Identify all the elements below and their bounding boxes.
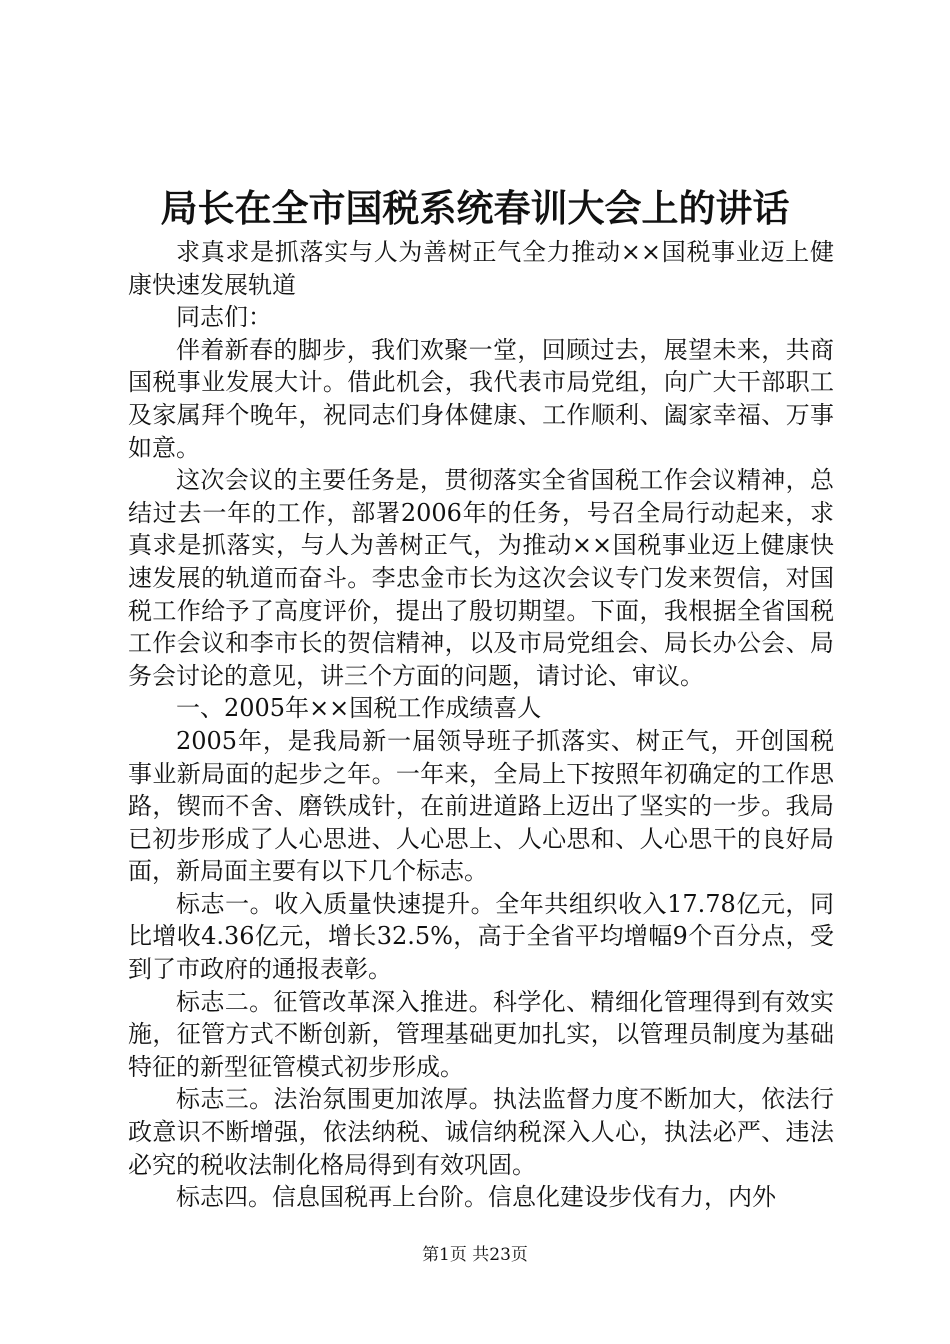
body-paragraph: 2005年，是我局新一届领导班子抓落实、树正气，开创国税事业新局面的起步之年。一年来，全局上下按照年初确定的工作思路，锲而不舍、磨铁成针，在前进道路上迈出了坚实的一步。我局已初步形成了人心思进、人心思上、人心思和、人心思干的良好局面，新局面主要有以下几个标志。 [128, 726, 834, 886]
document-body [128, 236, 834, 1214]
body-paragraph: 这次会议的主要任务是，贯彻落实全省国税工作会议精神，总结过去一年的工作，部署2006年的任务，号召全局行动起来，求真求是抓落实，与人为善树正气，为推动××国税事业迈上健康快速发展的轨道而奋斗。李忠金市长为这次会议专门发来贺信，对国税工作给予了高度评价，提出了殷切期望。下面，我根据全省国税工作会议和李市长的贺信精神，以及市局党组会、局长办公会、局务会讨论的意见，讲三个方面的问题，请讨论、审议。 [128, 466, 834, 690]
body-paragraph: 标志一。收入质量快速提升。全年共组织收入17.78亿元，同比增收4.36亿元，增长32.5%，高于全省平均增幅9个百分点，受到了市政府的通报表彰。 [128, 889, 834, 984]
section-heading: 一、2005年××国税工作成绩喜人 [176, 694, 542, 723]
subtitle-paragraph: 求真求是抓落实与人为善树正气全力推动××国税事业迈上健康快速发展轨道 [128, 238, 834, 299]
body-paragraph: 标志二。征管改革深入推进。科学化、精细化管理得到有效实施，征管方式不断创新，管理基础更加扎实，以管理员制度为基础特征的新型征管模式初步形成。 [128, 987, 834, 1081]
body-paragraph: 标志三。法治氛围更加浓厚。执法监督力度不断加大，依法行政意识不断增强，依法纳税、诚信纳税深入人心，执法必严、违法必究的税收法制化格局得到有效巩固。 [128, 1085, 834, 1179]
salutation-paragraph: 同志们： [176, 303, 272, 332]
body-paragraph: 伴着新春的脚步，我们欢聚一堂，回顾过去，展望未来，共商国税事业发展大计。借此机会，我代表市局党组，向广大干部职工及家属拜个晚年，祝同志们身体健康、工作顺利、阖家幸福、万事如意。 [128, 335, 834, 462]
body-paragraph: 标志四。信息国税再上台阶。信息化建设步伐有力，内外 [176, 1183, 776, 1212]
page-footer: 第1页 共23页 [422, 1245, 528, 1265]
document-title: 局长在全市国税系统春训大会上的讲话 [160, 186, 790, 230]
